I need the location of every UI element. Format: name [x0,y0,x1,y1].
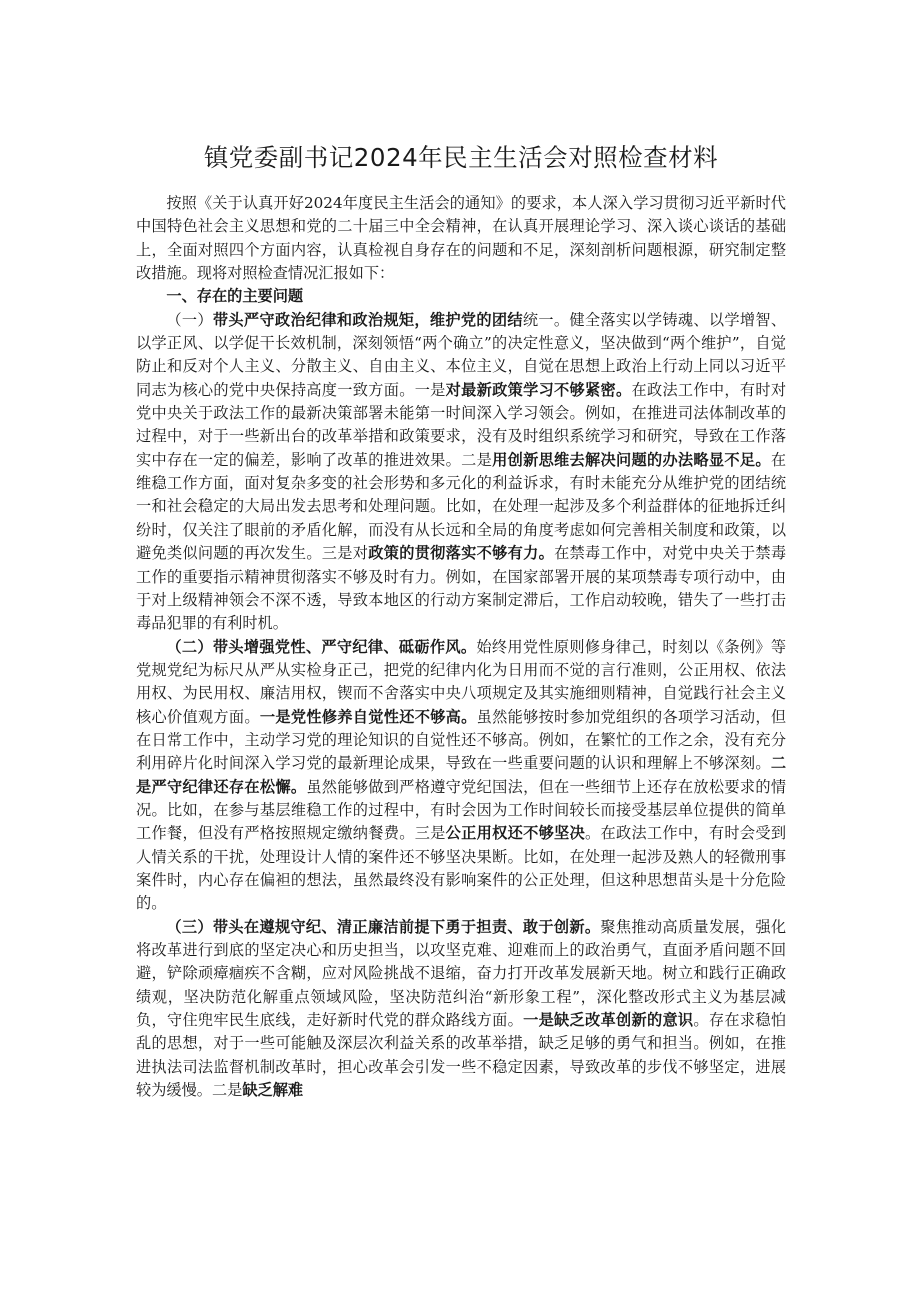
body-text: 在维稳工作方面，面对复杂多变的社会形势和多元化的利益诉求，有时未能充分从维护党的团结统一和社会稳定的大局出发去思考和处理问题。比如，在处理一起涉及多个利益群体的征地拆迁纠纷时，仅关注了眼前的矛盾化解，而没有从长远和全局的角度考虑如何完善相关制度和政策，以避免类似问题的再次发生。三是对 [136,450,787,563]
body-text: 聚焦推动高质量发展，强化将改革进行到底的坚定决心和历史担当，以攻坚克难、迎难而上的政治勇气，直面矛盾问题不回避，铲除顽瘴痼疾不含糊，应对风险挑战不退缩，奋力打开改革发展新天地。树立和践行正确政绩观，坚决防范化解重点领域风险，坚决防范纠治“新形象工程”，深化整改形式主义为基层减负，守住兜牢民生底线，走好新时代党的群众路线方面。 [136,917,787,1030]
body-text: 虽然能够做到严格遵守党纪国法，但在一些细节上还存在放松要求的情况。比如，在参与基层维稳工作的过程中，有时会因为工作时间较长而接受基层单位提供的简单工作餐，但没有严格按照规定缴纳餐费。三是 [136,777,787,843]
body-text: 虽然能够按时参加党组织的各项学习活动，但在日常工作中，主动学习党的理论知识的自觉性还不够高。例如，在繁忙的工作之余，没有充分利用碎片化时间深入学习党的最新理论成果，导致在一些重要问题的认识和理解上不够深刻。 [136,707,787,773]
item-heading: （二）带头增强党性、严守纪律、砥砺作风。 [166,637,477,656]
problem-heading: 对最新政策学习不够紧密。 [445,380,632,399]
problem-heading: 公正用权还不够坚决 [445,824,586,843]
problem-heading: 政策的贯彻落实不够有力。 [368,544,555,563]
problem-heading: 一是党性修养自觉性还不够高。 [259,707,477,726]
body-text: 在禁毒工作中，对党中央关于禁毒工作的重要指示精神贯彻落实不够及时有力。例如，在国家部署开展的某项禁毒专项行动中，由于对上级精神领会不深不透，导致本地区的行动方案制定滞后，工作启动较晚，错失了一些打击毒品犯罪的有利时机。 [136,544,787,633]
paragraph-party-spirit [136,636,786,916]
problem-heading: 二是严守纪律还存在松懈。 [136,754,786,796]
problem-heading: 一是缺乏改革创新的意识 [523,1011,694,1030]
body-text: 在政法工作中，有时对党中央关于政法工作的最新决策部署未能第一时间深入学习领会。例如，在推进司法体制改革的过程中，对于一些新出台的改革举措和政策要求，没有及时组织系统学习和研究，导致在工作落实中存在一定的偏差，影响了改革的推进效果。二是 [136,380,787,469]
document-title: 镇党委副书记2024年民主生活会对照检查材料 [203,143,719,172]
section-heading: 一、存在的主要问题 [166,287,304,306]
paragraph-political-discipline [136,309,786,636]
body-text: 。在政法工作中，有时会受到人情关系的干扰，处理设计人情的案件还不够坚决果断。比如，在处理一起涉及熟人的轻微刑事案件时，内心存在偏袒的想法，虽然最终没有影响案件的公正处理，但这种思想苗头是十分危险的。 [136,824,787,913]
document-body [136,192,786,1102]
paragraph-responsibility-innovation [136,916,786,1103]
body-text: 。存在求稳怕乱的思想，对于一些可能触及深层次利益关系的改革举措，缺乏足够的勇气和担当。例如，在推进执法司法监督机制改革时，担心改革会引发一些不稳定因素，导致改革的步伐不够坚定，进展较为缓慢。二是 [136,1011,787,1100]
intro-paragraph: 按照《关于认真开好2024年度民主生活会的通知》的要求，本人深入学习贯彻习近平新时代中国特色社会主义思想和党的二十届三中全会精神，在认真开展理论学习、深入谈心谈话的基础上，全面对照四个方面内容，认真检视自身存在的问题和不足，深刻剖析问题根源，研究制定整改措施。现将对照检查情况汇报如下： [136,194,786,283]
item-number: （一） [166,310,213,329]
body-text: 始终用党性原则修身律己，时刻以《条例》等党规党纪为标尺从严从实检身正己，把党的纪律内化为日用而不觉的言行准则，公正用权、依法用权、为民用权、廉洁用权，锲而不舍落实中央八项规定及其实施细则精神，自觉践行社会主义核心价值观方面。 [136,637,787,726]
problem-heading: 用创新思维去解决问题的办法略显不足。 [492,450,771,469]
body-text: 统一。健全落实以学铸魂、以学增智、以学正风、以学促干长效机制，深刻领悟“两个确立”的决定性意义，坚决做到“两个维护”，自觉防止和反对个人主义、分散主义、自由主义、本位主义，自觉在思想上政治上行动上同以习近平同志为核心的党中央保持高度一致方面。一是 [136,310,787,399]
item-heading: 带头严守政治纪律和政治规矩，维护党的团结 [212,310,523,329]
problem-heading: 缺乏解难 [242,1081,304,1100]
item-heading: （三）带头在遵规守纪、清正廉洁前提下勇于担责、敢于创新。 [166,917,601,936]
